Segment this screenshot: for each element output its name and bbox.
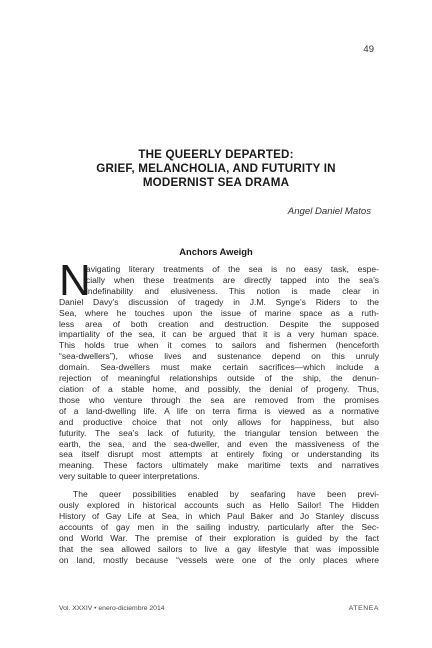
- text-line: sea itself disrupt most attempts at entirely fixing or understanding its: [59, 449, 379, 460]
- paragraph-gap: [59, 482, 379, 489]
- journal-name: ATENEA: [348, 605, 379, 612]
- title-line-2: GRIEF, MELANCHOLIA, AND FUTURITY IN: [96, 162, 336, 175]
- text-line: futurity. The sea’s lack of futurity, the triangular tension between the: [59, 427, 379, 438]
- text-line: Daniel Davy’s discussion of tragedy in J.M. Synge’s Riders to the: [59, 296, 379, 307]
- text-line: The queer possibilities enabled by seafaring have been previ-: [73, 489, 379, 500]
- text-line: domain. Sea-dwellers must make certain sacrifices—which include a: [59, 362, 379, 373]
- paragraph-1: [59, 256, 379, 482]
- page-number: 49: [363, 44, 374, 55]
- title-line-3: MODERNIST SEA DRAMA: [142, 176, 290, 189]
- text-line: avigating literary treatments of the sea is no easy task, espe-: [86, 264, 379, 274]
- text-line: ciation of a stable home, and possibly, the denial of progeny. Thus,: [59, 383, 379, 394]
- paragraph-2: [59, 489, 379, 565]
- text-line: meaning. These factors ultimately make maritime texts and narratives: [59, 460, 379, 471]
- text-line: History of Gay Life at Sea, in which Paul Baker and Jo Stanley discuss: [59, 510, 379, 521]
- text-line: and productive choice that not only allows for happiness, but also: [59, 416, 379, 427]
- text-line: of a land-dwelling life. A life on terra firma is viewed as a normative: [59, 405, 379, 416]
- journal-volume: Vol. XXXIV • enero-diciembre 2014: [59, 605, 165, 612]
- text-line: accounts of gay men in the sailing industry, particularly after the Sec-: [59, 521, 379, 532]
- text-line: ond World War. The premise of their exploration is guided by the fact: [59, 532, 379, 543]
- text-line: “sea-dwellers”), whose lives and sustenance depend on this unruly: [59, 351, 379, 362]
- body-text: [59, 256, 379, 565]
- text-line: indefinability and elusiveness. This notion is made clear in: [86, 285, 379, 296]
- drop-cap: N: [59, 256, 91, 305]
- text-line: This holds true when it comes to sailors and fishermen (henceforth: [59, 340, 379, 351]
- text-line: cially when these treatments are directly tapped into the sea’s: [86, 274, 379, 285]
- text-line: rejection of meaningful relationships outside of the ship, the denun-: [59, 373, 379, 384]
- title-line-1: THE QUEERLY DEPARTED:: [138, 148, 294, 161]
- text-line: on land, mostly because “vessels were one of the only places where: [59, 554, 379, 565]
- text-line: ously explored in historical accounts such as Hello Sailor! The Hidden: [59, 500, 379, 511]
- text-line: less area of both creation and destruction. Despite the supposed: [59, 318, 379, 329]
- text-line: impartiality of the sea, it can be argued that it is a very human space.: [59, 329, 379, 340]
- author-name: Angel Daniel Matos: [287, 206, 371, 217]
- text-line: earth, the sea, and the sea-dweller, and even the massiveness of the: [59, 438, 379, 449]
- text-line: Sea, where he touches upon the issue of marine space as a ruth-: [59, 307, 379, 318]
- text-line: that the sea allowed sailors to live a gay lifestyle that was impossible: [59, 543, 379, 554]
- text-line: very suitable to queer interpretations.: [59, 471, 200, 482]
- section-heading: Anchors Aweigh: [179, 246, 253, 257]
- text-line: those who venture through the sea are removed from the promises: [59, 394, 379, 405]
- article-title: [0, 148, 432, 190]
